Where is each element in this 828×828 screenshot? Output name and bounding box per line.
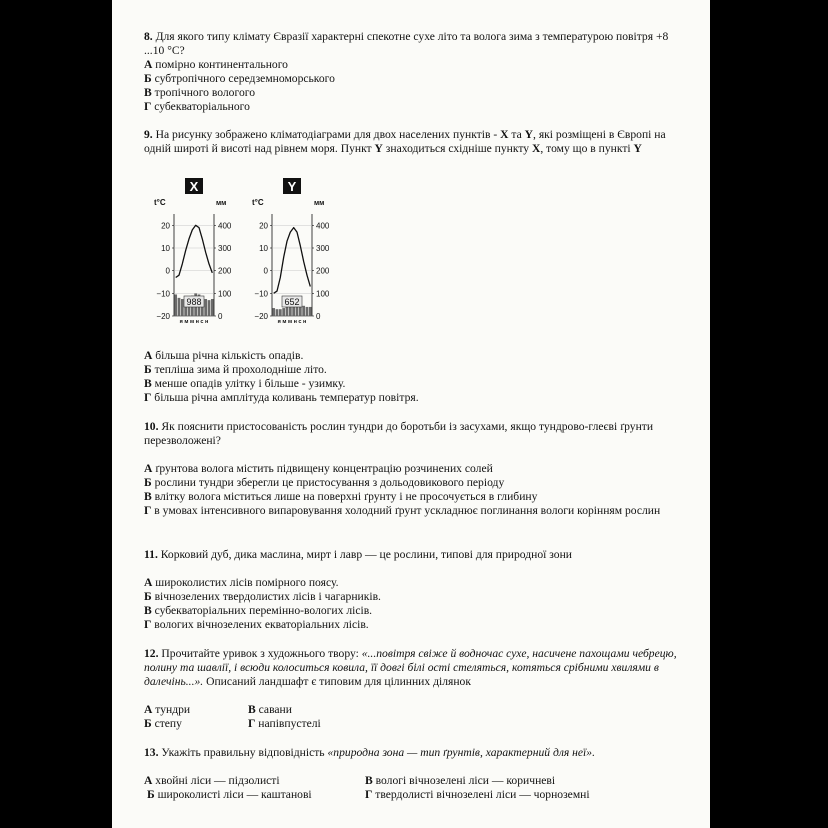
option-d: Г вологих вічнозелених екваторіальних лісів.: [144, 618, 369, 631]
precip-bar: [272, 308, 275, 316]
option-b: Б степу: [144, 717, 182, 730]
option-a: А широколистих лісів помірного поясу.: [144, 576, 339, 589]
precip-bar: [181, 299, 184, 316]
temp-tick-label: −10: [254, 289, 268, 299]
precip-bar: [276, 309, 279, 316]
question-12: 12. Прочитайте уривок з художнього твору: «...повітря свіже й водночас сухе, насичене пахощами чебрецю, полину та шавлії, і всюди колоситься ковила, її довгі білі ості стеляться, котяться срібними хвилями в далечінь...». Описаний ландшафт є типовим для цілинних ділянок А тундри Б степу В савани Г напівпустелі: [144, 647, 677, 730]
question-number: 13.: [144, 746, 159, 759]
option-d: Г твердолисті вічнозелені ліси — чорноземні: [365, 788, 590, 801]
diagram-label: X: [189, 179, 199, 194]
month-labels: я м м н с н: [277, 319, 307, 325]
precip-bar: [178, 298, 181, 316]
temp-unit: t°C: [252, 198, 264, 207]
question-number: 9.: [144, 128, 153, 141]
temperature-line: [176, 225, 213, 277]
temp-tick-label: 10: [259, 244, 268, 253]
precip-tick-label: 100: [218, 289, 232, 299]
precip-bar: [174, 294, 177, 316]
question-8: [144, 30, 684, 114]
option-b: Б рослини тундри зберегли це пристосування з дольодовикового періоду: [144, 476, 505, 489]
option-b: Б широколисті ліси — каштанові: [147, 788, 312, 801]
option-d: Г субекваторіального: [144, 100, 250, 113]
option-a: А більша річна кількість опадів.: [144, 349, 304, 362]
precip-tick-label: 300: [218, 244, 232, 253]
precip-bar: [302, 306, 305, 316]
question-11: [144, 548, 684, 632]
diagram-label: Y: [287, 179, 297, 194]
temp-tick-label: −20: [156, 312, 170, 321]
temp-tick-label: −10: [156, 289, 170, 299]
option-c: В субекваторіальних перемінно-вологих лісів.: [144, 604, 373, 617]
precip-bar: [211, 299, 214, 316]
option-a: А помірно континентального: [144, 58, 288, 71]
option-d: Г напівпустелі: [248, 717, 321, 730]
climate-diagram-y: [252, 178, 330, 325]
question-text: Як пояснити пристосованість рослин тундри до боротьби із засухами, якщо тундрово-глеєві ґрунти перезволожені?: [144, 420, 654, 447]
question-number: 8.: [144, 30, 153, 43]
temp-tick-label: 10: [161, 244, 170, 253]
temp-tick-label: 20: [259, 221, 268, 231]
question-10: [144, 420, 684, 518]
temp-tick-label: 0: [165, 266, 170, 276]
option-b: Б тепліша зима й прохолодніше літо.: [144, 363, 327, 376]
option-d: Г більша річна амплітуда коливань температур повітря.: [144, 391, 419, 404]
question-text: Для якого типу клімату Євразії характерні спекотне сухе літо та волога зима з температурою повітря +8 ...10 °С?: [144, 30, 669, 57]
annual-precip: 652: [284, 297, 300, 307]
precip-unit: мм: [216, 200, 227, 207]
option-a: А хвойні ліси — підзолисті: [144, 774, 280, 787]
climate-diagrams: [140, 176, 340, 326]
precip-bar: [279, 309, 282, 316]
precip-bar: [282, 308, 285, 316]
precip-tick-label: 200: [218, 266, 232, 276]
literary-quote: «...повітря свіже й водночас сухе, насичене пахощами чебрецю, полину та шавлії, і всюди колоситься ковила, її довгі білі ості стеляться, котяться срібними хвилями в далечінь...».: [144, 647, 677, 688]
precip-unit: мм: [314, 200, 325, 207]
option-b: Б вічнозелених твердолистих лісів і чагарників.: [144, 590, 381, 603]
question-9-options: [144, 349, 684, 405]
option-c: В тропічного вологого: [144, 86, 256, 99]
question-number: 12.: [144, 647, 159, 660]
question-number: 10.: [144, 420, 159, 433]
precip-tick-label: 0: [316, 312, 321, 321]
option-c: В вологі вічнозелені ліси — коричневі: [365, 774, 556, 787]
precip-bar: [204, 299, 207, 316]
precip-tick-label: 400: [218, 221, 232, 231]
temp-tick-label: 20: [161, 221, 170, 231]
precip-bar: [309, 307, 312, 316]
question-13: 13. Укажіть правильну відповідність «природна зона — тип ґрунтів, характерний для неї». А хвойні ліси — підзолисті Б широколисті ліси — каштанові В вологі вічнозелені ліси — коричневі Г твердолисті вічнозелені ліси — чорноземні: [144, 746, 595, 801]
annual-precip: 988: [186, 297, 202, 307]
option-a: А тундри: [144, 703, 191, 716]
option-b: Б субтропічного середземноморського: [144, 72, 335, 85]
option-c: В савани: [248, 703, 292, 716]
climate-diagram-x: [154, 178, 232, 325]
precip-tick-label: 100: [316, 289, 330, 299]
precip-tick-label: 200: [316, 266, 330, 276]
temp-unit: t°C: [154, 198, 166, 207]
question-number: 11.: [144, 548, 158, 561]
temperature-line: [274, 228, 311, 294]
option-a: А ґрунтова волога містить підвищену концентрацію розчинених солей: [144, 462, 493, 475]
precip-tick-label: 400: [316, 221, 330, 231]
precip-tick-label: 300: [316, 244, 330, 253]
option-c: В менше опадів улітку і більше - узимку.: [144, 377, 346, 390]
question-9: 9. На рисунку зображено кліматодіаграми для двох населених пунктів - X та Y, які розміщені в Європі на одній широті й висоті над рівнем моря. Пункт Y знаходиться східніше пункту X, тому що в пункті Y: [144, 128, 666, 155]
option-c: В влітку волога міститься лише на поверхні ґрунту і не просочується в глибину: [144, 490, 538, 503]
temp-tick-label: 0: [263, 266, 268, 276]
question-text: Корковий дуб, дика маслина, мирт і лавр — це рослини, типові для природної зони: [160, 548, 572, 561]
precip-tick-label: 0: [218, 312, 223, 321]
temp-tick-label: −20: [254, 312, 268, 321]
option-d: Г в умовах інтенсивного випаровування холодний ґрунт ускладнює поглинання вологи корінням рослин: [144, 504, 661, 517]
month-labels: я м м н с н: [179, 319, 209, 325]
precip-bar: [208, 300, 211, 316]
precip-bar: [306, 307, 309, 316]
